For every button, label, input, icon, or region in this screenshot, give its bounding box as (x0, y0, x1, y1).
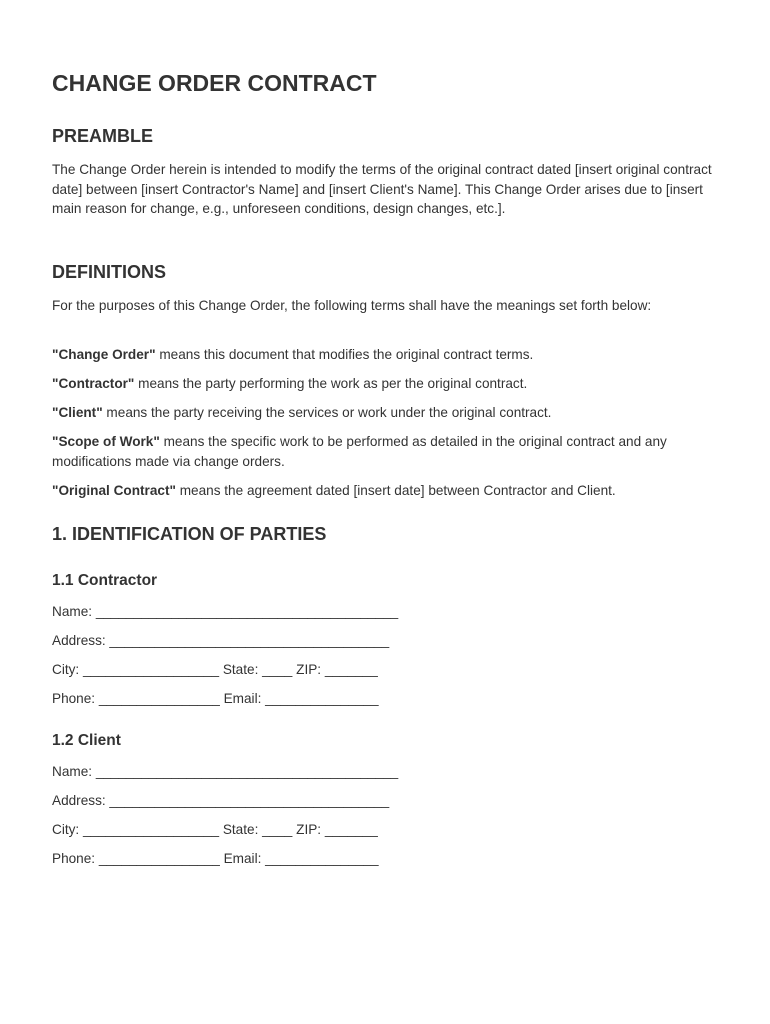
definition-item (52, 345, 717, 365)
definition-item (52, 403, 717, 423)
client-name-field: Name: ________________________________________ (52, 764, 399, 779)
definition-item (52, 374, 717, 394)
definition-term: "Original Contract" (52, 483, 176, 498)
definition-term: "Client" (52, 405, 103, 420)
definition-item (52, 432, 717, 471)
contractor-address-field: Address: _____________________________________ (52, 633, 390, 648)
definitions-intro: For the purposes of this Change Order, the following terms shall have the meanings set forth below: (52, 298, 652, 313)
contractor-phone-field: Phone: ________________ Email: _______________ (52, 691, 379, 706)
definition-term: "Scope of Work" (52, 434, 160, 449)
contractor-name-field: Name: ________________________________________ (52, 604, 399, 619)
contractor-heading: 1.1 Contractor (52, 572, 158, 589)
definition-text: means the specific work to be performed as detailed in the original contract and any modifications made via change orders. (52, 434, 667, 469)
document-title: CHANGE ORDER CONTRACT (52, 70, 377, 96)
definition-term: "Contractor" (52, 376, 135, 391)
identification-heading: 1. IDENTIFICATION OF PARTIES (52, 524, 327, 544)
definition-text: means this document that modifies the original contract terms. (155, 347, 534, 362)
client-heading: 1.2 Client (52, 732, 121, 749)
definition-text: means the agreement dated [insert date] between Contractor and Client. (175, 483, 616, 498)
definitions-heading: DEFINITIONS (52, 262, 167, 282)
client-phone-field: Phone: ________________ Email: _______________ (52, 851, 379, 866)
preamble-heading: PREAMBLE (52, 126, 154, 146)
definition-term: "Change Order" (52, 347, 156, 362)
definition-text: means the party performing the work as per the original contract. (134, 376, 528, 391)
contractor-city-field: City: __________________ State: ____ ZIP: _______ (52, 662, 378, 677)
definition-item (52, 481, 717, 501)
client-city-field: City: __________________ State: ____ ZIP: _______ (52, 822, 378, 837)
client-address-field: Address: _____________________________________ (52, 793, 390, 808)
definition-text: means the party receiving the services or work under the original contract. (102, 405, 552, 420)
preamble-text: The Change Order herein is intended to modify the terms of the original contract dated [insert original contract date] between [insert Contractor's Name] and [insert Client's Name]. This Change Order arises due to [insert main reason for change, e.g., unforeseen conditions, design changes, etc.]. (52, 162, 712, 217)
